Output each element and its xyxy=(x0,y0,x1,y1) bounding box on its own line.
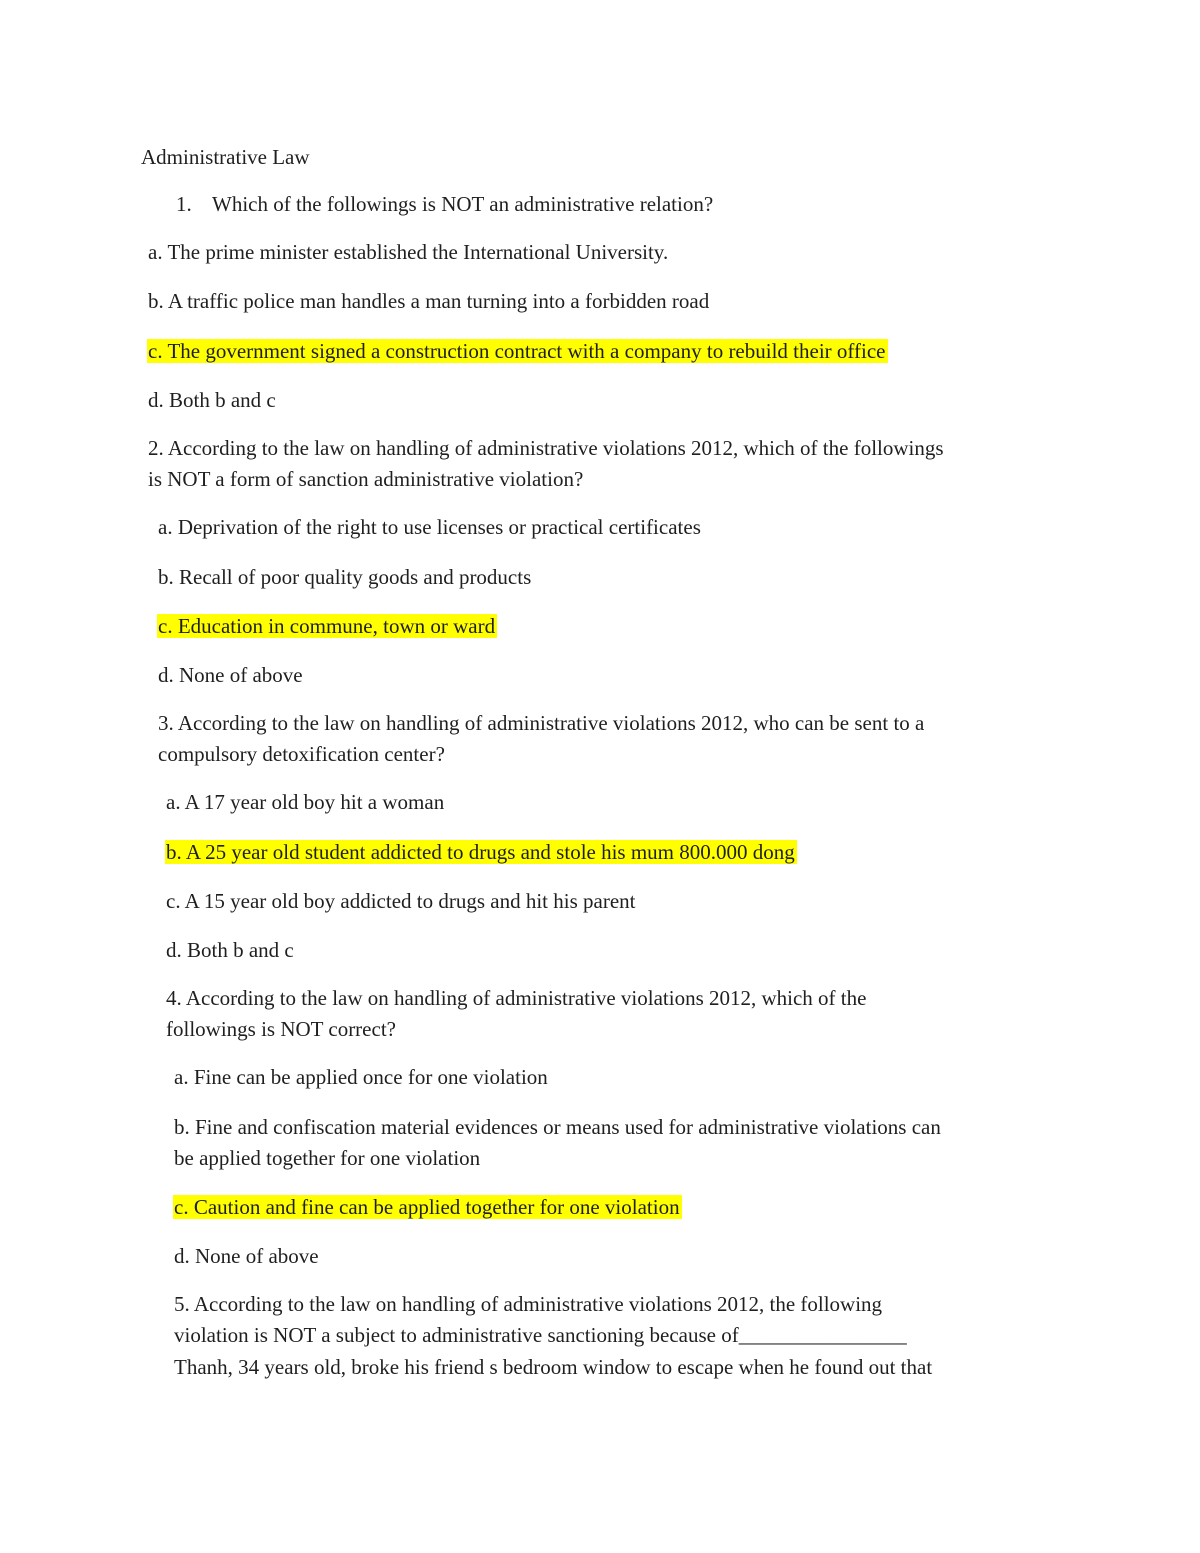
question-2-option-c-highlighted xyxy=(157,611,497,641)
question-4-option-a: a. Fine can be applied once for one violation xyxy=(174,1065,548,1089)
answer-highlight: c. The government signed a construction contract with a company to rebuild their office xyxy=(148,339,886,363)
question-3-option-a: a. A 17 year old boy hit a woman xyxy=(166,790,445,814)
question-1-option-b: b. A traffic police man handles a man turning into a forbidden road xyxy=(148,289,710,313)
question-3-option-d: d. Both b and c xyxy=(166,938,294,962)
question-1-number: 1. xyxy=(176,192,192,216)
question-4-line-2: followings is NOT correct? xyxy=(166,1017,396,1041)
question-1-text: Which of the followings is NOT an administrative relation? xyxy=(212,192,714,216)
question-2-option-a: a. Deprivation of the right to use licenses or practical certificates xyxy=(158,515,701,539)
question-5-line-2: violation is NOT a subject to administrative sanctioning because of________________ xyxy=(174,1323,907,1347)
answer-highlight: b. A 25 year old student addicted to drugs and stole his mum 800.000 dong xyxy=(166,840,795,864)
question-1-option-c-highlighted xyxy=(147,336,888,366)
question-1-option-d: d. Both b and c xyxy=(148,388,276,412)
question-4-option-d: d. None of above xyxy=(174,1244,319,1268)
question-2-line-1: 2. According to the law on handling of administrative violations 2012, which of the followings xyxy=(148,436,944,460)
question-5-line-3: Thanh, 34 years old, broke his friend s bedroom window to escape when he found out that xyxy=(174,1355,933,1379)
question-4-option-c-highlighted xyxy=(173,1192,682,1222)
question-4-option-b-line-1: b. Fine and confiscation material evidences or means used for administrative violations can xyxy=(174,1115,941,1139)
question-3-line-1: 3. According to the law on handling of administrative violations 2012, who can be sent to a xyxy=(158,711,925,735)
question-2-line-2: is NOT a form of sanction administrative violation? xyxy=(148,467,584,491)
question-4-option-b-line-2: be applied together for one violation xyxy=(174,1146,481,1170)
answer-highlight: c. Caution and fine can be applied together for one violation xyxy=(174,1195,680,1219)
question-3-option-c: c. A 15 year old boy addicted to drugs and hit his parent xyxy=(166,889,636,913)
question-4-line-1: 4. According to the law on handling of administrative violations 2012, which of the xyxy=(166,986,867,1010)
question-3-option-b-highlighted xyxy=(165,837,797,867)
question-1 xyxy=(176,189,713,219)
question-3-line-2: compulsory detoxification center? xyxy=(158,742,445,766)
question-2-option-b: b. Recall of poor quality goods and products xyxy=(158,565,532,589)
question-5-line-1: 5. According to the law on handling of administrative violations 2012, the following xyxy=(174,1292,883,1316)
answer-highlight: c. Education in commune, town or ward xyxy=(158,614,496,638)
question-1-option-a: a. The prime minister established the International University. xyxy=(148,240,669,264)
document-title: Administrative Law xyxy=(141,145,310,169)
question-2-option-d: d. None of above xyxy=(158,663,303,687)
